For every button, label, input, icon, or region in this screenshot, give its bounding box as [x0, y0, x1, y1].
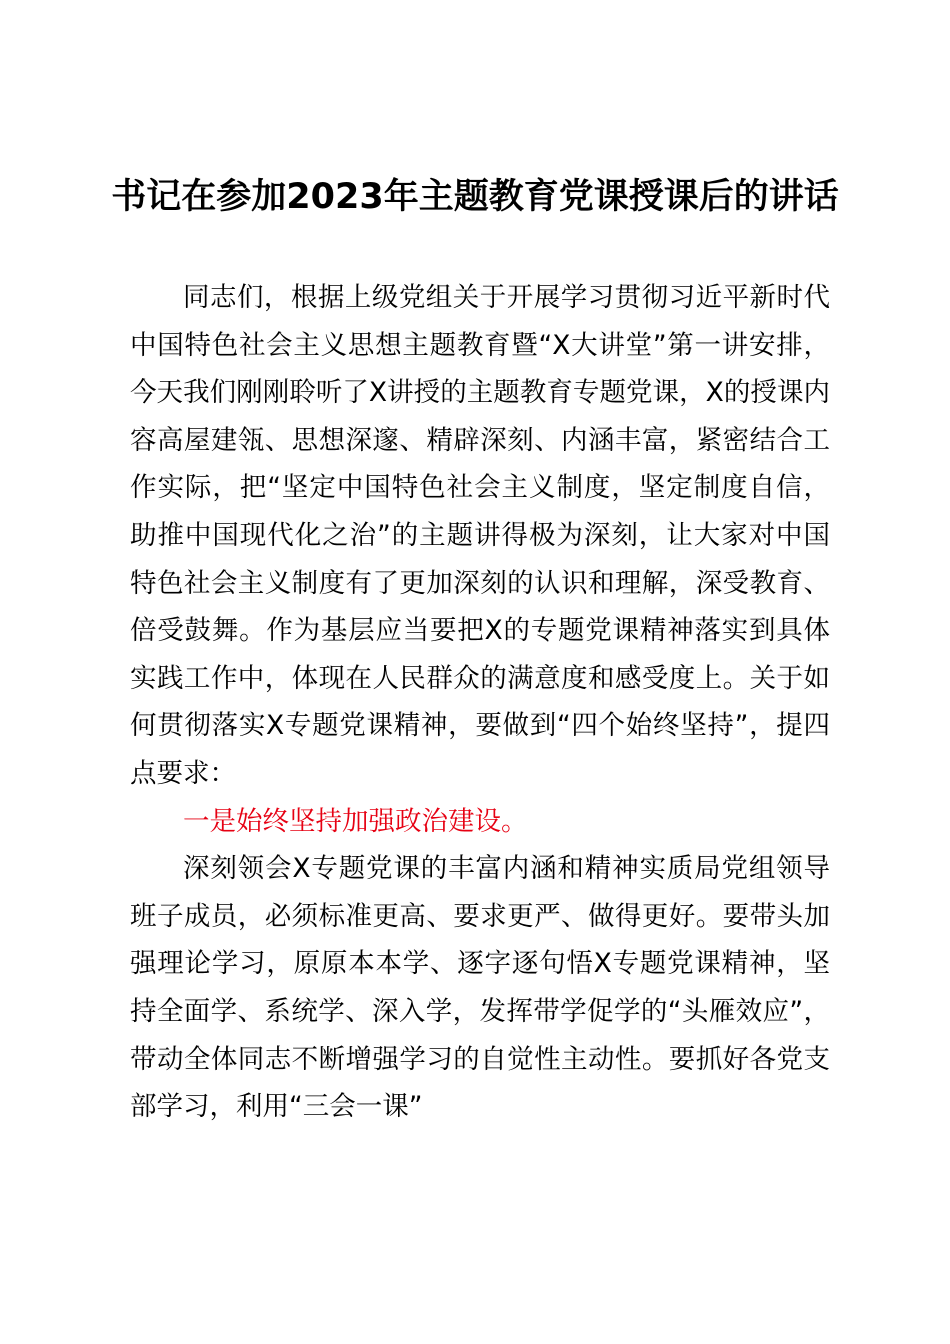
- document-title: 书记在参加2023年主题教育党课授课后的讲话: [111, 177, 839, 217]
- document-body: [130, 274, 830, 1131]
- section-paragraph-1: 深刻领会X专题党课的丰富内涵和精神实质局党组领导班子成员，必须标准更高、要求更严、做得更好。要带头加强理论学习，原原本本学、逐字逐句悟X专题党课精神，坚持全面学、系统学、深入学，发挥带学促学的“头雁效应”，带动全体同志不断增强学习的自觉性主动性。要抓好各党支部学习，利用“三会一课”: [130, 853, 830, 1123]
- section-heading-1: 一是始终坚持加强政治建设。: [183, 805, 528, 837]
- intro-paragraph: 同志们，根据上级党组关于开展学习贯彻习近平新时代中国特色社会主义思想主题教育暨“X大讲堂”第一讲安排，今天我们刚刚聆听了X讲授的主题教育专题党课，X的授课内容高屋建瓴、思想深邃、精辟深刻、内涵丰富，紧密结合工作实际，把“坚定中国特色社会主义制度，坚定制度自信，助推中国现代化之治”的主题讲得极为深刻，让大家对中国特色社会主义制度有了更加深刻的认识和理解，深受教育、倍受鼓舞。作为基层应当要把X的专题党课精神落实到具体实践工作中，体现在人民群众的满意度和感受度上。关于如何贯彻落实X专题党课精神，要做到“四个始终坚持”，提四点要求：: [130, 282, 830, 789]
